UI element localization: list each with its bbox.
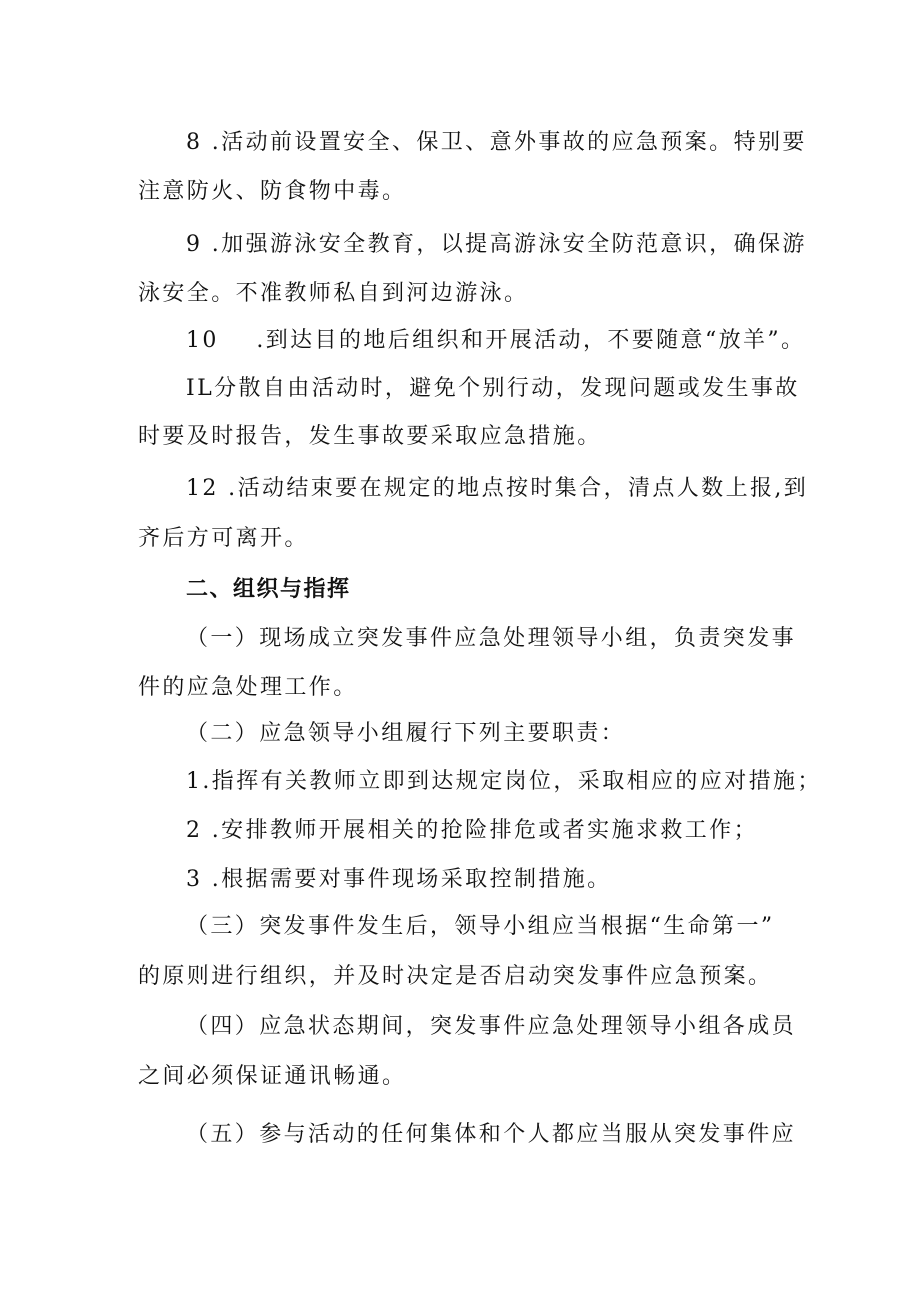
clause-2-line-1: （二）应急领导小组履行下列主要职责：	[186, 721, 626, 746]
clause-3-line-1: （三）突发事件发生后，领导小组应当根据“生命第一”	[186, 914, 775, 939]
item-11-line-2: 时要及时报告，发生事故要采取应急措施。	[138, 424, 602, 449]
duty-3-line: 3 .根据需要对事件现场采取控制措施。	[186, 867, 612, 892]
clause-1-line-1: （一）现场成立突发事件应急处理领导小组，负责突发事	[186, 626, 797, 651]
item-12-line-1: 12 .活动结束要在规定的地点按时集合，清点人数上报,到	[186, 476, 809, 501]
item-9-line-1: 9 .加强游泳安全教育，以提高游泳安全防范意识，确保游	[186, 232, 807, 257]
item-10-line-1: 10 .到达目的地后组织和开展活动，不要随意“放羊”。	[186, 328, 806, 353]
duty-2-line: 2 .安排教师开展相关的抢险排危或者实施求救工作；	[186, 818, 758, 843]
duty-1-line: 1.指挥有关教师立即到达规定岗位，采取相应的应对措施；	[186, 769, 822, 794]
clause-3-line-2: 的原则进行组织，并及时决定是否启动突发事件应急预案。	[138, 964, 773, 989]
item-9-line-2: 泳安全。不准教师私自到河边游泳。	[138, 281, 529, 306]
clause-1-line-2: 件的应急处理工作。	[138, 675, 358, 700]
clause-5-line-1: （五）参与活动的任何集体和个人都应当服从突发事件应	[186, 1122, 797, 1147]
clause-4-line-2: 之间必须保证通讯畅通。	[138, 1064, 407, 1089]
item-8-line-2: 注意防火、防食物中毒。	[138, 179, 407, 204]
item-11-line-1: IL分散自由活动时，避免个别行动，发现问题或发生事故	[186, 376, 800, 401]
item-8-line-1: 8 .活动前设置安全、保卫、意外事故的应急预案。特别要	[186, 130, 807, 155]
section-heading: 二、组织与指挥	[186, 577, 351, 602]
clause-4-line-1: （四）应急状态期间，突发事件应急处理领导小组各成员	[186, 1014, 797, 1039]
item-12-line-2: 齐后方可离开。	[138, 526, 309, 551]
